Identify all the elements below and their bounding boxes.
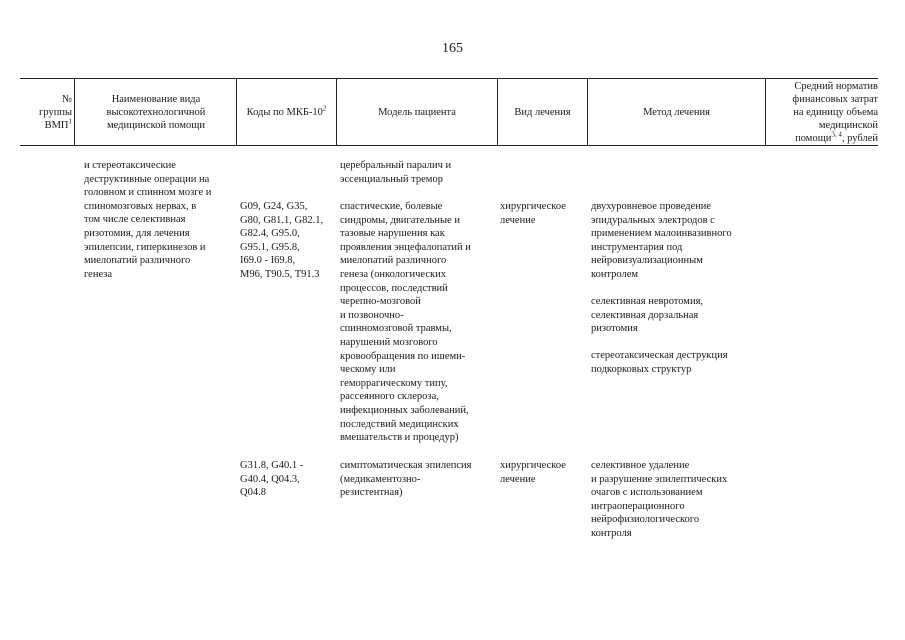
header-care-type-name: Наименование вида высокотехнологичной медицинской помощи	[106, 94, 206, 131]
patient-model-continued: церебральный паралич и эссенциальный тремор	[340, 160, 452, 185]
header-icd-codes: Коды по МКБ-$10^2$	[246, 104, 327, 118]
row1-method-neurotomy: селективная невротомия, селективная дорзальная ризотомия	[591, 296, 704, 335]
row1-method-stereotactic: стереотаксическая деструкция подкорковых структур	[591, 350, 728, 375]
header-treatment-type: Вид лечения	[514, 107, 571, 118]
header-top-rule	[20, 78, 878, 79]
column-divider	[74, 78, 75, 145]
row1-method-electrodes: двухуровневое проведение эпидуральных электродов с применением малоинвазивного инструментария под нейровизуализационным контролем	[591, 201, 732, 280]
care-type-name-text: и стереотаксические деструктивные операции на головном и спинном мозге и спиномозговых нервах, в том числе селективная ризотомия, для лечения эпилепсии, гиперкинезов и миелопатий различного генеза	[84, 160, 212, 280]
row2-method: селективное удаление и разрушение эпилептических очагов с использованием интраоперационного нейрофизиологического контроля	[591, 460, 728, 539]
row1-treatment-type: хирургическое лечение	[500, 201, 566, 226]
row2-patient-model: симптоматическая эпилепсия (медикаментозно- резистентная)	[340, 460, 472, 499]
row2-treatment-type: хирургическое лечение	[500, 460, 566, 485]
row1-patient-model: спастические, болевые синдромы, двигательные и тазовые нарушения как проявления энцефалопатий и миелопатий различного генеза (онкологических процессов, последствий черепно-мозговой и позвоночно- спинномозговой травмы, нарушений мозгового кровообращения по ишеми- ческому или геморрагическому типу, рассеянного склероза, инфекционных заболеваний, последствий медицинских вмешательств и процедур)	[340, 201, 471, 444]
header-treatment-method: Метод лечения	[643, 107, 710, 118]
header-average-cost: Средний норматив финансовых затрат на единицу объема медицинской помощи$^{3, 4}$, рублей	[792, 81, 878, 144]
page-number: 165	[442, 41, 463, 56]
header-patient-model: Модель пациента	[378, 107, 456, 118]
header-bottom-rule	[20, 145, 878, 146]
row1-icd-codes: G09, G24, G35, G80, G81.1, G82.1, G82.4, G95.0, G95.1, G95.8, I69.0 - I69.8, M96, T90.5, T91.3	[240, 201, 324, 280]
row2-icd-codes: G31.8, G40.1 - G40.4, Q04.3, Q04.8	[240, 460, 304, 499]
header-group-number: № группы ВМП$^1$	[39, 94, 72, 131]
